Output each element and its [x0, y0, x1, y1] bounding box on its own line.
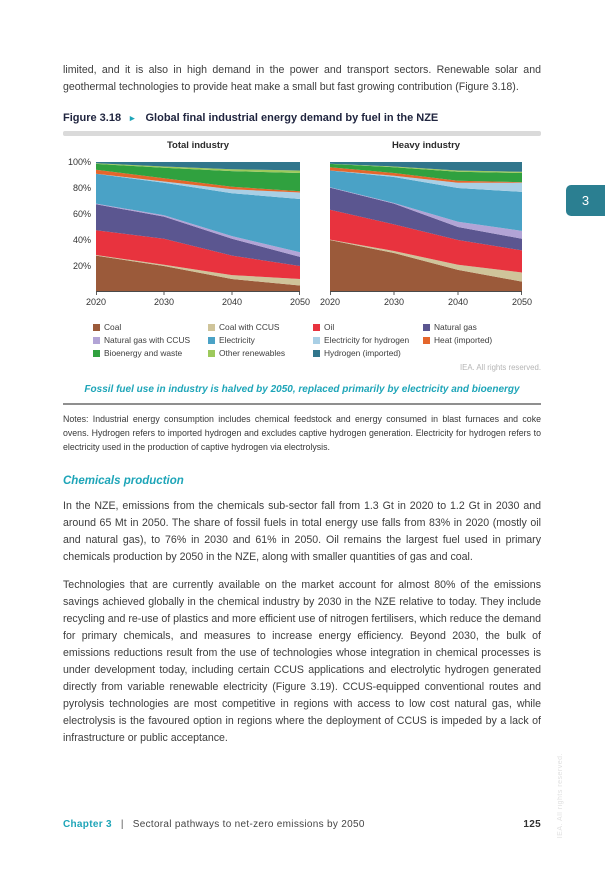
- legend-item-hydrogen-imported: [313, 348, 419, 358]
- caption-divider: [63, 403, 541, 405]
- stacked-area-chart-total-industry: [96, 162, 300, 296]
- legend-swatch-natural-gas: [423, 324, 430, 331]
- legend-label: Coal: [104, 322, 122, 332]
- x-tick-label: 2040: [447, 297, 469, 307]
- legend-swatch-bioenergy-and-waste: [93, 350, 100, 357]
- figure-top-divider: [63, 131, 541, 136]
- legend-swatch-heat-imported: [423, 337, 430, 344]
- page-number: 125: [523, 819, 541, 830]
- legend-swatch-electricity: [208, 337, 215, 344]
- legend-item-natural-gas-with-ccus: [93, 335, 204, 345]
- legend-label: Natural gas: [434, 322, 477, 332]
- legend-item-other-renewables: [208, 348, 309, 358]
- x-tick-label: 2050: [289, 297, 311, 307]
- footer-chapter-label: Chapter 3: [63, 819, 112, 830]
- x-axis-line: [96, 292, 300, 296]
- legend-label: Natural gas with CCUS: [104, 335, 191, 345]
- x-axis-line: [330, 292, 522, 296]
- section-heading: Chemicals production: [63, 475, 184, 487]
- legend-label: Bioenergy and waste: [104, 348, 183, 358]
- body-paragraph-2: Technologies that are currently available on the market account for almost 80% of the emissions savings achieved globally in the chemical industry by 2030 in the NZE relative to today. They include recycling and re-use of plastics and more efficient use of nitrogen fertilisers, which reduce the demand for primary chemicals, and measures to increase energy efficiency. Beyond 2030, the bulk of emissions reductions result from the use of technologies whose integration in chemical processes is under development today, including certain CCUS applications and electrolytic hydrogen generated directly from variable renewable electricity (Figure 3.19). CCUS-equipped conventional routes and pyrolysis technologies are most competitive in regions with access to low cost natural gas, while electrolysis is the favoured option in regions where the deployment of CCUS is impeded by a lack of infrastructure or public acceptance.: [63, 579, 541, 744]
- legend-item-electricity: [208, 335, 309, 345]
- legend-label: Oil: [324, 322, 335, 332]
- charts-area: [63, 140, 541, 312]
- legend-label: Electricity for hydrogen: [324, 335, 410, 345]
- chart-title-heavy-industry: Heavy industry: [391, 140, 461, 151]
- y-tick-label: 40%: [72, 235, 91, 245]
- y-tick-label: 100%: [67, 157, 91, 167]
- rights-note: IEA. All rights reserved.: [459, 363, 541, 372]
- figure-arrow-icon: ►: [128, 113, 137, 123]
- x-tick-label: 2020: [85, 297, 107, 307]
- page-footer: [63, 819, 541, 830]
- legend-swatch-other-renewables: [208, 350, 215, 357]
- vertical-watermark: IEA. All rights reserved.: [557, 752, 564, 838]
- chart-legend: [93, 322, 541, 358]
- footer-section-title: Sectoral pathways to net-zero emissions by 2050: [132, 819, 365, 830]
- page-content: [63, 0, 541, 758]
- legend-swatch-coal: [93, 324, 100, 331]
- legend-swatch-coal-with-ccus: [208, 324, 215, 331]
- x-tick-label: 2020: [319, 297, 341, 307]
- y-tick-label: 20%: [72, 261, 91, 271]
- legend-item-coal: [93, 322, 204, 332]
- y-tick-label: 60%: [72, 209, 91, 219]
- legend-swatch-oil: [313, 324, 320, 331]
- x-tick-label: 2040: [221, 297, 243, 307]
- legend-swatch-hydrogen-imported: [313, 350, 320, 357]
- figure-label: Figure 3.18: [63, 112, 122, 124]
- body-paragraph-1: In the NZE, emissions from the chemicals sub-sector fall from 1.3 Gt in 2020 to 1.2 Gt in 2030 and around 65 Mt in 2050. The share of fossil fuels in total energy use falls from 83% in 2020 (mostly oil and natural gas), to 76% in 2030 and 61% in 2050. Oil remains the largest fuel used in primary chemicals production by 2050 in the NZE, along with smaller quantities of gas and coal.: [63, 500, 541, 563]
- figure-notes: Notes: Industrial energy consumption includes chemical feedstock and energy consumed in blast furnaces and coke ovens. Hydrogen refers to imported hydrogen and excludes captive hydrogen generation. Electricity for hydrogen refers to electricity used in the production of captive hydrogen via electrolysis.: [63, 414, 541, 452]
- legend-swatch-natural-gas-with-ccus: [93, 337, 100, 344]
- legend-label: Electricity: [219, 335, 255, 345]
- legend-swatch-electricity-for-hydrogen: [313, 337, 320, 344]
- x-tick-label: 2050: [511, 297, 533, 307]
- legend-item-natural-gas: [423, 322, 541, 332]
- intro-paragraph: limited, and it is also in high demand in the power and transport sectors. Renewable solar and geothermal technologies to provide heat make a small but fast growing contribution (Figure 3.18).: [63, 64, 541, 93]
- legend-item-oil: [313, 322, 419, 332]
- legend-item-coal-with-ccus: [208, 322, 309, 332]
- chapter-side-tab: 3: [566, 185, 605, 216]
- footer-separator: |: [120, 819, 124, 830]
- legend-label: Heat (imported): [434, 335, 493, 345]
- x-tick-label: 2030: [153, 297, 175, 307]
- chart-title-total-industry: Total industry: [166, 140, 230, 151]
- figure-title-row: [63, 112, 541, 124]
- legend-label: Hydrogen (imported): [324, 348, 401, 358]
- legend-label: Coal with CCUS: [219, 322, 280, 332]
- y-tick-label: 80%: [72, 183, 91, 193]
- legend-label: Other renewables: [219, 348, 286, 358]
- figure-title: Global final industrial energy demand by fuel in the NZE: [145, 112, 439, 124]
- figure-caption: Fossil fuel use in industry is halved by 2050, replaced primarily by electricity and bioenergy: [84, 384, 520, 395]
- x-tick-label: 2030: [383, 297, 405, 307]
- legend-item-bioenergy-and-waste: [93, 348, 204, 358]
- legend-item-heat-imported: [423, 335, 541, 345]
- stacked-area-chart-heavy-industry: [330, 162, 522, 296]
- legend-item-electricity-for-hydrogen: [313, 335, 419, 345]
